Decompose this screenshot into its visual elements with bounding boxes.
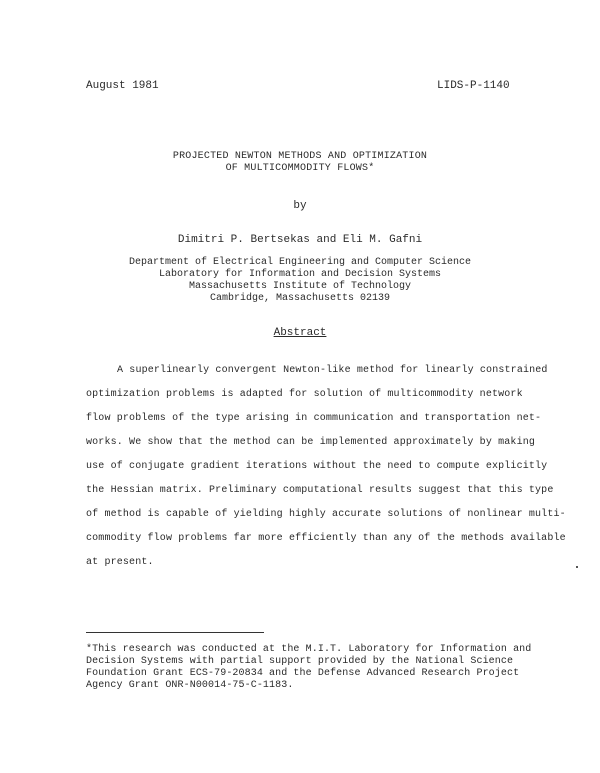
paper-title-line-1: PROJECTED NEWTON METHODS AND OPTIMIZATION	[172, 151, 428, 162]
affiliation-line-1: Department of Electrical Engineering and Computer Science	[128, 257, 472, 268]
footnote-line: Decision Systems with partial support provided by the National Science	[86, 656, 514, 667]
byline: by	[293, 200, 307, 212]
abstract-line: the Hessian matrix. Preliminary computational results suggest that this type	[86, 485, 554, 496]
abstract-line: at present.	[86, 557, 154, 568]
abstract-line: flow problems of the type arising in communication and transportation net-	[86, 413, 542, 424]
abstract-line: works. We show that the method can be implemented approximately by making	[86, 437, 536, 448]
footnote-line: Foundation Grant ECS-79-20834 and the Defense Advanced Research Project	[86, 668, 520, 679]
abstract-line: of method is capable of yielding highly accurate solutions of nonlinear multi-	[86, 509, 566, 520]
footnote-divider	[86, 632, 264, 633]
affiliation-line-3: Massachusetts Institute of Technology	[188, 281, 412, 292]
authors: Dimitri P. Bertsekas and Eli M. Gafni	[177, 234, 423, 246]
paper-title-line-2: OF MULTICOMMODITY FLOWS*	[225, 163, 375, 174]
abstract-heading-text: Abstract	[273, 327, 327, 339]
footnote-line: *This research was conducted at the M.I.T. Laboratory for Information and	[86, 644, 532, 655]
scan-speck	[576, 566, 578, 568]
abstract-heading	[0, 327, 600, 339]
abstract-line: commodity flow problems far more efficiently than any of the methods available	[86, 533, 566, 544]
abstract-line: A superlinearly convergent Newton-like method for linearly constrained	[117, 365, 548, 376]
abstract-line: optimization problems is adapted for solution of multicommodity network	[86, 389, 523, 400]
footnote-line: Agency Grant ONR-N00014-75-C-1183.	[86, 680, 294, 691]
affiliation-line-2: Laboratory for Information and Decision Systems	[158, 269, 442, 280]
affiliation-line-4: Cambridge, Massachusetts 02139	[209, 293, 391, 304]
document-date: August 1981	[86, 80, 159, 92]
report-number: LIDS-P-1140	[437, 80, 510, 92]
abstract-line: use of conjugate gradient iterations without the need to compute explicitly	[86, 461, 548, 472]
